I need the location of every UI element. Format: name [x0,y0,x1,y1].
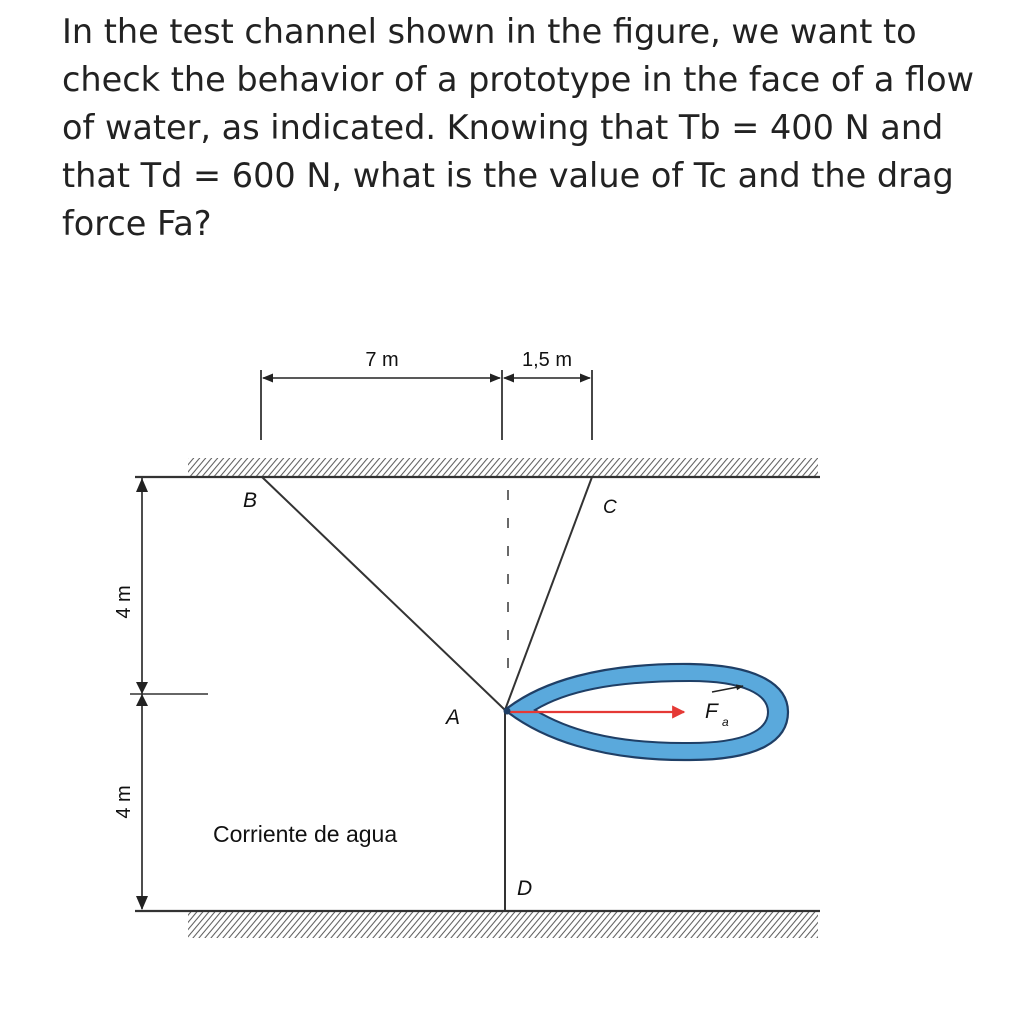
point-c-label: C [603,497,617,518]
dimension-7m [261,349,592,440]
question-text: In the test channel shown in the figure, we want to check the behavior of a prototype in the face of a flow of water, as indicated. Knowing that Tb = 400 N and that Td = 600 N, what is the value of Tc and the drag force Fa? [62,12,974,243]
dimension-label-1-5m: 1,5 m [521,349,573,371]
point-a-label: A [446,706,461,729]
dimension-label-7m: 7 m [365,349,399,371]
cable-b [262,477,505,710]
force-subscript: a [722,715,729,729]
dimension-label-4m-lower: 4 m [113,785,135,819]
flow-label: Corriente de agua [213,821,398,847]
point-b-label: B [243,489,258,512]
dimension-left [113,478,208,910]
force-symbol: F [705,700,718,723]
channel-floor [135,911,820,938]
dimension-label-4m-upper: 4 m [113,585,135,619]
node-a [504,708,511,715]
ceiling [135,458,820,477]
point-d-label: D [517,877,533,900]
